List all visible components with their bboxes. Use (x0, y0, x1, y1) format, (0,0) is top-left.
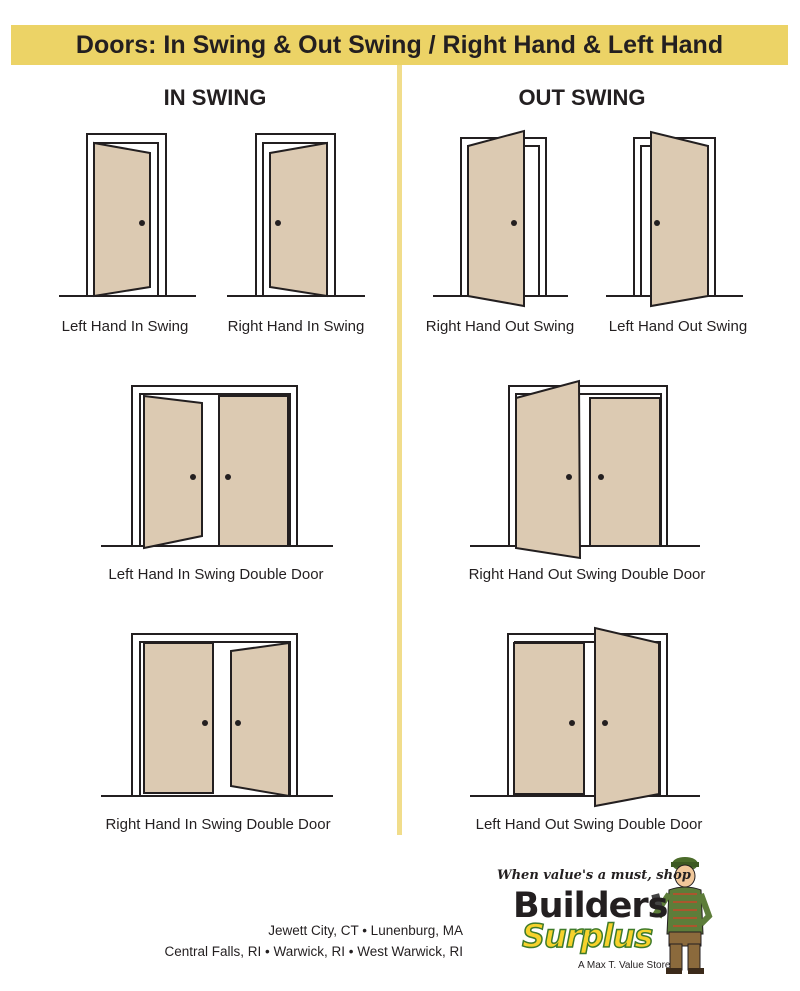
page-title: Doors: In Swing & Out Swing / Right Hand & Left Hand (75, 30, 724, 59)
caption-right-hand-in-swing-double: Right Hand In Swing Double Door (105, 816, 331, 833)
diagram-left-hand-in-swing (59, 134, 196, 296)
diagram-right-hand-in-swing-double (101, 634, 333, 796)
caption-right-hand-out-swing-double: Right Hand Out Swing Double Door (468, 566, 706, 583)
logo-tagline: When value's a must, shop (497, 868, 691, 883)
diagram-left-hand-out-swing (606, 132, 743, 306)
caption-left-hand-out-swing: Left Hand Out Swing (608, 318, 748, 335)
diagram-right-hand-out-swing-double (470, 381, 700, 558)
out-swing-heading: OUT SWING (518, 85, 646, 110)
in-swing-heading: IN SWING (163, 85, 267, 110)
locations-line-2: Central Falls, RI • Warwick, RI • West Warwick, RI (164, 944, 463, 959)
logo-brand-surplus: Surplus (522, 917, 653, 955)
logo-brand-builders: Builders (513, 886, 668, 926)
diagram-left-hand-in-swing-double (101, 386, 333, 548)
caption-left-hand-in-swing-double: Left Hand In Swing Double Door (108, 566, 324, 583)
diagram-right-hand-in-swing (227, 134, 365, 296)
logo-subtitle: A Max T. Value Store (578, 960, 671, 971)
caption-left-hand-in-swing: Left Hand In Swing (61, 318, 189, 335)
caption-right-hand-out-swing: Right Hand Out Swing (425, 318, 575, 335)
diagram-right-hand-out-swing (433, 131, 568, 306)
locations-line-1: Jewett City, CT • Lunenburg, MA (268, 923, 463, 938)
diagram-left-hand-out-swing-double (470, 628, 700, 806)
caption-right-hand-in-swing: Right Hand In Swing (227, 318, 365, 335)
caption-left-hand-out-swing-double: Left Hand Out Swing Double Door (475, 816, 703, 833)
